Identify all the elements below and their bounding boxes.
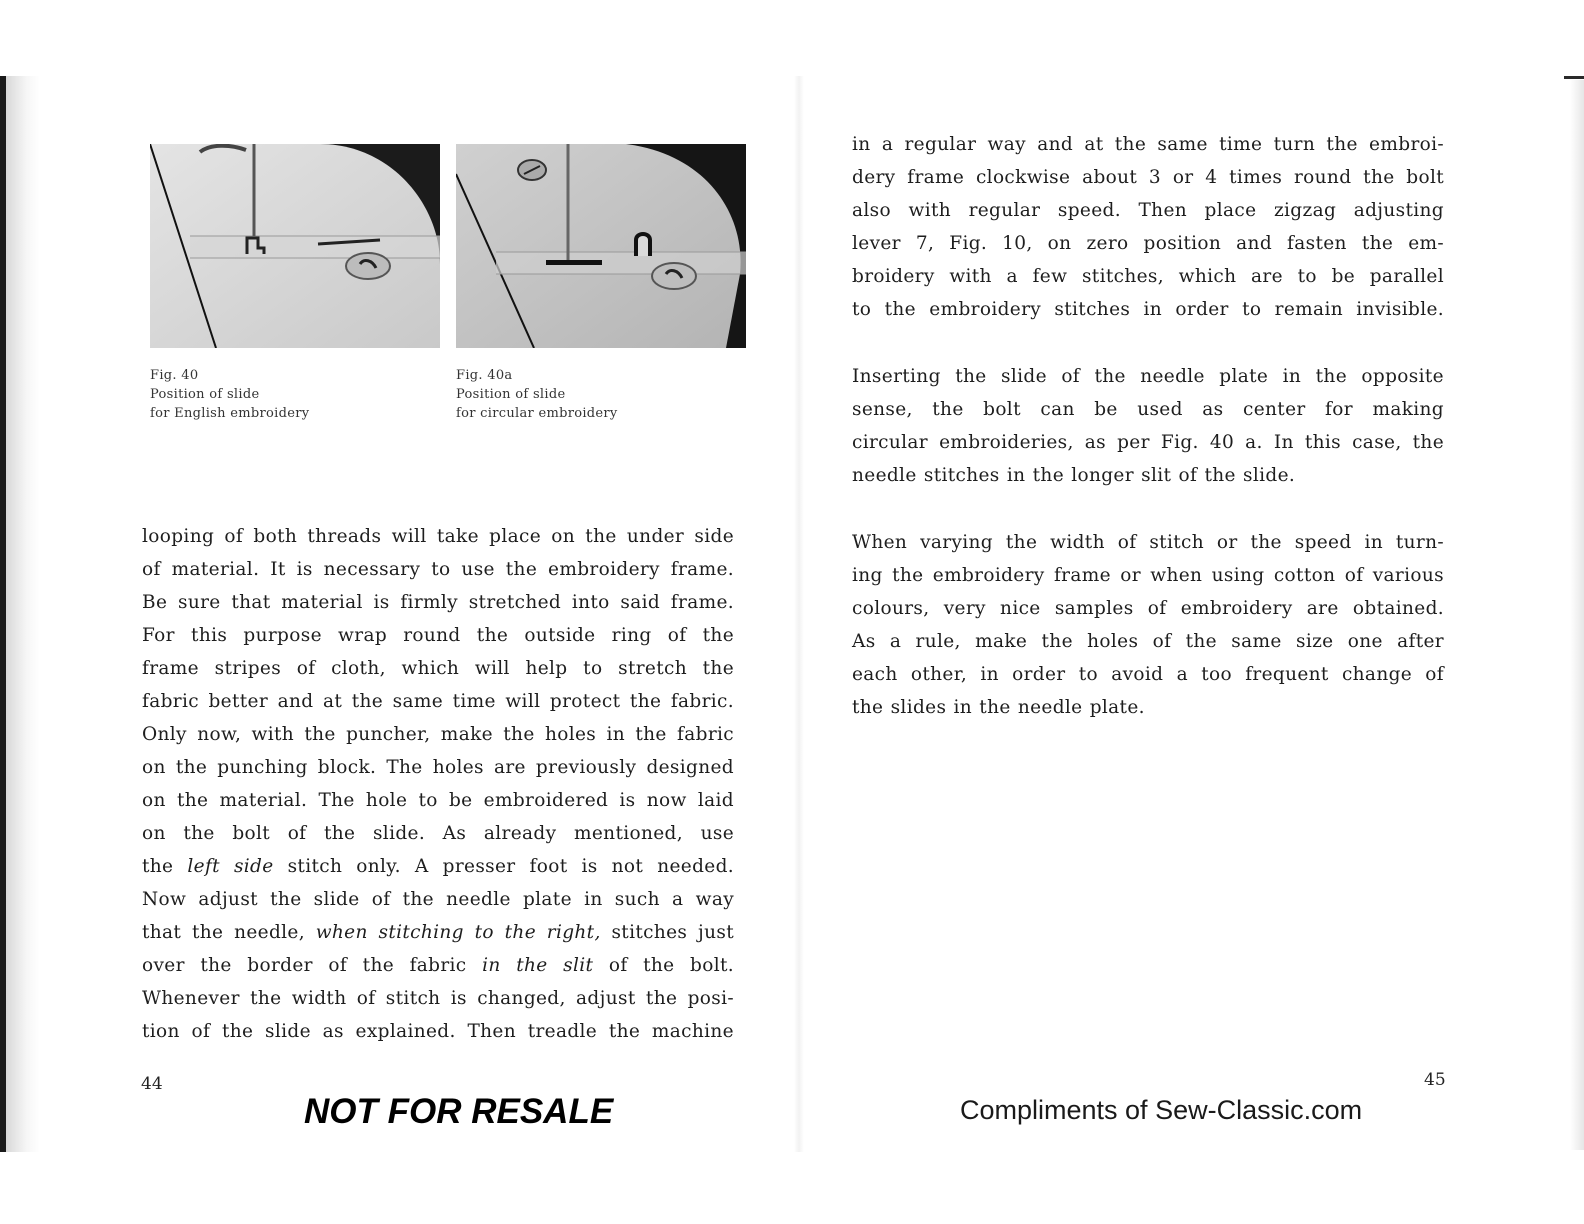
text-line: sense, the bolt can be used as center for making bbox=[852, 399, 1444, 420]
text-line: lever 7, Fig. 10, on zero position and fasten the em- bbox=[852, 233, 1444, 254]
text-line: tion of the slide as explained. Then treadle the machine bbox=[142, 1021, 734, 1042]
text-line: also with regular speed. Then place zigzag adjusting bbox=[852, 200, 1444, 221]
book-gutter bbox=[794, 76, 804, 1152]
text-line: For this purpose wrap round the outside ring of the bbox=[142, 625, 734, 646]
paragraph bbox=[852, 526, 1444, 724]
text-segment: of the bolt. bbox=[593, 955, 734, 976]
not-for-resale-notice: NOT FOR RESALE bbox=[304, 1092, 614, 1131]
caption-line: for circular embroidery bbox=[456, 406, 618, 421]
text-segment: the bbox=[142, 856, 188, 877]
text-line: broidery with a few stitches, which are to be parallel bbox=[852, 266, 1444, 287]
right-page-body bbox=[852, 128, 1444, 758]
text-line: ing the embroidery frame or when using cotton of various bbox=[852, 565, 1444, 586]
italic-phrase: left side bbox=[187, 856, 274, 877]
text-line: the slides in the needle plate. bbox=[852, 697, 1145, 718]
text-segment: over the border of the fabric bbox=[142, 955, 483, 976]
text-line: of material. It is necessary to use the embroidery frame. bbox=[142, 559, 734, 580]
needle-plate-photo-english bbox=[150, 144, 440, 348]
caption-line: Position of slide bbox=[150, 387, 260, 402]
text-line: colours, very nice samples of embroidery are obtained. bbox=[852, 598, 1444, 619]
caption-line: for English embroidery bbox=[150, 406, 310, 421]
text-line: As a rule, make the holes of the same size one after bbox=[852, 631, 1444, 652]
scan-shadow-left bbox=[6, 76, 40, 1152]
caption-line: Position of slide bbox=[456, 387, 566, 402]
scan-shadow-right bbox=[1570, 80, 1584, 1150]
text-line: dery frame clockwise about 3 or 4 times round the bolt bbox=[852, 167, 1444, 188]
text-line: on the bolt of the slide. As already mentioned, use bbox=[142, 823, 734, 844]
figure-label: Fig. 40 bbox=[150, 368, 199, 383]
text-line bbox=[142, 949, 734, 982]
text-line: circular embroideries, as per Fig. 40 a. In this case, the bbox=[852, 432, 1444, 453]
text-line bbox=[142, 916, 734, 949]
page-number-left: 44 bbox=[141, 1074, 163, 1094]
scan-edge-right bbox=[1564, 76, 1584, 79]
text-line: in a regular way and at the same time turn the embroi- bbox=[852, 134, 1444, 155]
figure-40-caption bbox=[150, 366, 442, 423]
paragraph bbox=[852, 360, 1444, 492]
text-line: each other, in order to avoid a too frequent change of bbox=[852, 664, 1444, 685]
text-line: fabric better and at the same time will protect the fabric. bbox=[142, 691, 734, 712]
figure-40 bbox=[150, 144, 442, 423]
text-line: to the embroidery stitches in order to remain invisible. bbox=[852, 299, 1444, 320]
text-line: Be sure that material is firmly stretched into said frame. bbox=[142, 592, 734, 613]
text-line: on the punching block. The holes are previously designed bbox=[142, 757, 734, 778]
text-line: needle stitches in the longer slit of the slide. bbox=[852, 465, 1296, 486]
left-page-body bbox=[142, 520, 734, 1048]
text-line: on the material. The hole to be embroidered is now laid bbox=[142, 790, 734, 811]
text-line bbox=[142, 850, 734, 883]
italic-phrase: when stitching to the right, bbox=[315, 922, 601, 943]
text-segment: stitches just bbox=[600, 922, 734, 943]
text-line: When varying the width of stitch or the speed in turn- bbox=[852, 532, 1444, 553]
text-line: frame stripes of cloth, which will help to stretch the bbox=[142, 658, 734, 679]
text-line: Now adjust the slide of the needle plate in such a way bbox=[142, 889, 734, 910]
page-number-right: 45 bbox=[1424, 1070, 1446, 1090]
paragraph bbox=[852, 128, 1444, 326]
figure-label: Fig. 40a bbox=[456, 368, 513, 383]
text-segment: that the needle, bbox=[142, 922, 316, 943]
text-line: Inserting the slide of the needle plate in the opposite bbox=[852, 366, 1444, 387]
needle-plate-photo-circular bbox=[456, 144, 746, 348]
compliments-notice: Compliments of Sew-Classic.com bbox=[960, 1095, 1363, 1125]
text-line: looping of both threads will take place on the under side bbox=[142, 526, 734, 547]
text-segment: stitch only. A presser foot is not needed. bbox=[273, 856, 734, 877]
text-line: Only now, with the puncher, make the holes in the fabric bbox=[142, 724, 734, 745]
figure-40a bbox=[456, 144, 748, 423]
text-line: Whenever the width of stitch is changed, adjust the posi- bbox=[142, 988, 734, 1009]
figure-40a-caption bbox=[456, 366, 748, 423]
italic-phrase: in the slit bbox=[482, 955, 594, 976]
